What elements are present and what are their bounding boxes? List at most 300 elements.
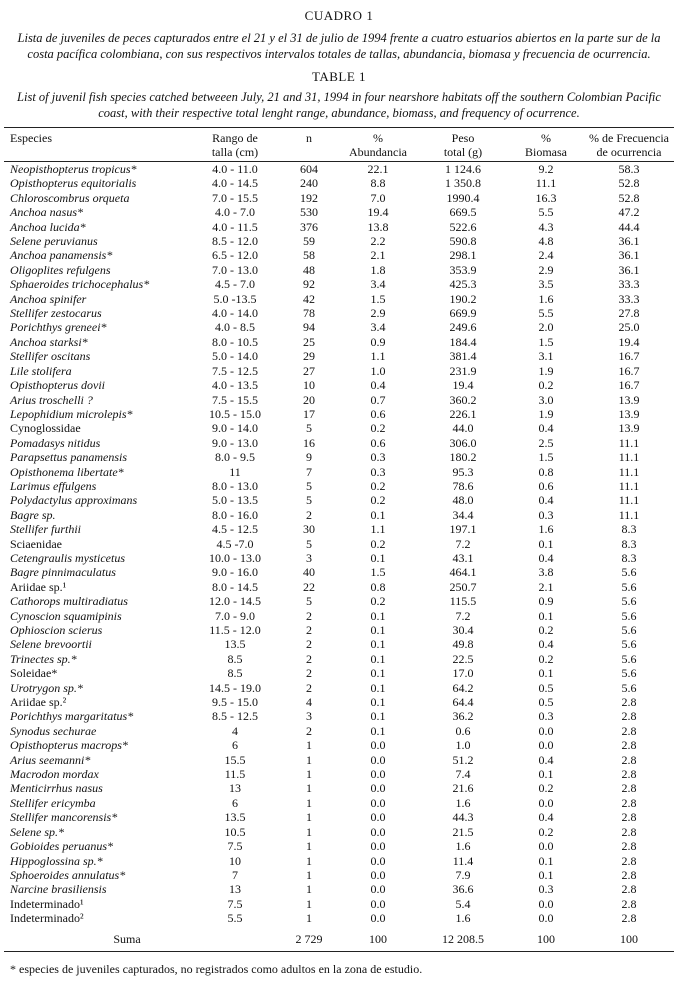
abundance-cell: 7.0 [370, 190, 386, 205]
abundance-cell: 0.8 [370, 579, 386, 594]
frequency-cell: 52.8 [618, 176, 640, 191]
frequency-cell: 2.8 [621, 752, 637, 767]
table-row [4, 738, 674, 752]
weight-cell: 17.0 [452, 666, 474, 681]
species-cell: Lepophidium microlepis* [10, 406, 133, 421]
weight-cell: 64.4 [452, 695, 474, 710]
frequency-cell: 5.6 [621, 680, 637, 695]
biomass-cell: 3.0 [538, 392, 554, 407]
header-n: n [306, 131, 312, 145]
range-cell: 9.0 - 13.0 [212, 435, 258, 450]
abundance-cell: 0.2 [370, 478, 386, 493]
n-cell: 5 [306, 421, 312, 436]
n-cell: 5 [306, 493, 312, 508]
biomass-cell: 2.9 [538, 262, 554, 277]
table-row [4, 162, 674, 177]
weight-cell: 22.5 [452, 651, 474, 666]
table-row [4, 724, 674, 738]
n-cell: 2 [306, 680, 312, 695]
species-cell: Cathorops multiradiatus [10, 594, 128, 609]
abundance-cell: 0.2 [370, 536, 386, 551]
abundance-cell: 0.1 [370, 695, 386, 710]
species-cell: Hippoglossina sp.* [10, 853, 103, 868]
table-row [4, 522, 674, 536]
n-cell: 1 [306, 839, 312, 854]
n-cell: 17 [303, 406, 315, 421]
n-cell: 78 [303, 306, 315, 321]
biomass-cell: 0.0 [538, 896, 554, 911]
weight-cell: 7.4 [455, 767, 471, 782]
table-row [4, 594, 674, 608]
frequency-cell: 13.9 [618, 392, 640, 407]
biomass-cell: 1.9 [538, 363, 554, 378]
table-row [4, 781, 674, 795]
biomass-cell: 5.5 [538, 205, 554, 220]
n-cell: 2 [306, 723, 312, 738]
biomass-cell: 0.2 [538, 623, 554, 637]
weight-cell: 180.2 [449, 450, 477, 465]
weight-cell: 1.6 [455, 839, 471, 854]
range-cell: 15.5 [224, 752, 246, 767]
table-row [4, 839, 674, 853]
species-cell: Ariidae sp.² [10, 695, 67, 710]
frequency-cell: 8.3 [621, 550, 637, 565]
range-cell: 5.0 -13.5 [213, 291, 257, 306]
frequency-cell: 27.8 [618, 306, 640, 321]
biomass-cell: 1.5 [538, 334, 554, 349]
table-row [4, 479, 674, 493]
range-cell: 8.0 - 14.5 [212, 579, 258, 594]
frequency-cell: 2.8 [621, 795, 637, 810]
range-cell: 4.0 - 14.5 [212, 176, 258, 191]
n-cell: 1 [306, 810, 312, 825]
biomass-cell: 0.4 [538, 810, 554, 825]
n-cell: 1 [306, 911, 312, 926]
frequency-cell: 25.0 [618, 320, 640, 335]
biomass-cell: 0.2 [538, 781, 554, 796]
abundance-cell: 3.4 [370, 277, 386, 292]
n-cell: 2 [306, 651, 312, 666]
range-cell: 4.5 -7.0 [216, 536, 254, 551]
sum-biomass: 100 [537, 932, 555, 947]
n-cell: 4 [306, 695, 312, 710]
range-cell: 10.5 - 15.0 [209, 406, 261, 421]
weight-cell: 190.2 [449, 291, 477, 306]
range-cell: 4.0 - 13.5 [212, 378, 258, 393]
biomass-cell: 0.0 [538, 723, 554, 738]
frequency-cell: 16.7 [618, 363, 640, 378]
range-cell: 7 [232, 867, 238, 882]
range-cell: 10.0 - 13.0 [209, 550, 261, 565]
abundance-cell: 0.0 [370, 882, 386, 897]
range-cell: 4 [232, 723, 238, 738]
frequency-cell: 5.6 [621, 579, 637, 594]
n-cell: 40 [303, 565, 315, 580]
weight-cell: 353.9 [449, 262, 477, 277]
frequency-cell: 2.8 [621, 810, 637, 825]
abundance-cell: 0.2 [370, 493, 386, 508]
abundance-cell: 0.2 [370, 594, 386, 609]
biomass-cell: 3.5 [538, 277, 554, 292]
frequency-cell: 11.1 [618, 464, 640, 479]
frequency-cell: 52.8 [618, 190, 640, 205]
weight-cell: 95.3 [452, 464, 474, 479]
table-row [4, 508, 674, 522]
range-cell: 9.0 - 16.0 [212, 565, 258, 580]
abundance-cell: 1.1 [370, 522, 386, 537]
abundance-cell: 0.0 [370, 795, 386, 810]
table-row [4, 609, 674, 623]
frequency-cell: 2.8 [621, 723, 637, 738]
frequency-cell: 44.4 [618, 219, 640, 234]
abundance-cell: 0.0 [370, 752, 386, 767]
abundance-cell: 0.9 [370, 334, 386, 349]
n-cell: 604 [300, 162, 318, 176]
range-cell: 9.0 - 14.0 [212, 421, 258, 436]
biomass-cell: 0.5 [538, 695, 554, 710]
sum-weight: 12 208.5 [442, 932, 484, 947]
frequency-cell: 16.7 [618, 349, 640, 364]
abundance-cell: 0.1 [370, 550, 386, 565]
abundance-cell: 0.0 [370, 767, 386, 782]
weight-cell: 5.4 [455, 896, 471, 911]
table-row [4, 551, 674, 565]
table-row [4, 421, 674, 435]
weight-cell: 115.5 [449, 594, 477, 609]
weight-cell: 7.9 [455, 867, 471, 882]
n-cell: 1 [306, 867, 312, 882]
table-row [4, 868, 674, 882]
weight-cell: 250.7 [449, 579, 477, 594]
table-row [4, 854, 674, 868]
range-cell: 4.0 - 14.0 [212, 306, 258, 321]
frequency-cell: 11.1 [618, 507, 640, 522]
abundance-cell: 0.0 [370, 738, 386, 753]
table-row [4, 767, 674, 781]
weight-cell: 306.0 [449, 435, 477, 450]
frequency-cell: 8.3 [621, 536, 637, 551]
abundance-cell: 0.3 [370, 464, 386, 479]
weight-cell: 590.8 [449, 234, 477, 249]
range-cell: 6.5 - 12.0 [212, 248, 258, 263]
range-cell: 11.5 [224, 767, 246, 782]
frequency-cell: 19.4 [618, 334, 640, 349]
range-cell: 8.0 - 9.5 [215, 450, 255, 465]
species-cell: Larimus effulgens [10, 478, 97, 493]
table-row [4, 393, 674, 407]
species-cell: Arius troschelli ? [10, 392, 93, 407]
frequency-cell: 13.9 [618, 421, 640, 436]
table-row [4, 364, 674, 378]
frequency-cell: 5.6 [621, 651, 637, 666]
abundance-cell: 0.0 [370, 896, 386, 911]
range-cell: 4.0 - 8.5 [215, 320, 255, 335]
biomass-cell: 5.5 [538, 306, 554, 321]
weight-cell: 36.2 [452, 709, 474, 724]
abundance-cell: 3.4 [370, 320, 386, 335]
n-cell: 5 [306, 536, 312, 551]
abundance-cell: 0.1 [370, 723, 386, 738]
abundance-cell: 1.0 [370, 363, 386, 378]
species-cell: Menticirrhus nasus [10, 781, 103, 796]
species-cell: Gobioides peruanus* [10, 839, 113, 854]
weight-cell: 64.2 [452, 680, 474, 695]
species-cell: Selene peruvianus [10, 234, 98, 249]
range-cell: 7.5 - 12.5 [212, 363, 258, 378]
frequency-cell: 2.8 [621, 781, 637, 796]
frequency-cell: 47.2 [618, 205, 640, 220]
species-cell: Anchoa spinifer [10, 291, 87, 306]
species-cell: Soleidae* [10, 666, 58, 681]
n-cell: 1 [306, 853, 312, 868]
biomass-cell: 0.8 [538, 464, 554, 479]
abundance-cell: 0.1 [370, 507, 386, 522]
species-cell: Anchoa panamensis* [10, 248, 113, 263]
header-range: Rango de talla (cm) [211, 131, 259, 159]
abundance-cell: 0.0 [370, 824, 386, 839]
n-cell: 16 [303, 435, 315, 450]
abundance-cell: 0.0 [370, 781, 386, 796]
biomass-cell: 0.4 [538, 493, 554, 508]
n-cell: 2 [306, 608, 312, 623]
biomass-cell: 0.4 [538, 637, 554, 652]
range-cell: 4.0 - 11.5 [212, 219, 258, 234]
header-weight: Peso total (g) [443, 131, 483, 159]
table-row [4, 335, 674, 349]
header-abundance: % Abundancia [349, 131, 407, 159]
table-row [4, 191, 674, 205]
n-cell: 5 [306, 478, 312, 493]
range-cell: 8.5 - 12.5 [212, 709, 258, 724]
weight-cell: 298.1 [449, 248, 477, 263]
weight-cell: 1 124.6 [445, 162, 481, 176]
frequency-cell: 58.3 [618, 162, 640, 176]
weight-cell: 30.4 [452, 623, 474, 637]
n-cell: 2 [306, 637, 312, 652]
table-row [4, 450, 674, 464]
species-cell: Urotrygon sp.* [10, 680, 83, 695]
table-row [4, 349, 674, 363]
frequency-cell: 2.8 [621, 839, 637, 854]
range-cell: 6 [232, 738, 238, 753]
weight-cell: 425.3 [449, 277, 477, 292]
species-cell: Opisthonema libertate* [10, 464, 124, 479]
frequency-cell: 5.6 [621, 623, 637, 637]
table-row [4, 709, 674, 723]
species-cell: Opisthopterus macrops* [10, 738, 128, 753]
species-cell: Trinectes sp.* [10, 651, 77, 666]
abundance-cell: 0.7 [370, 392, 386, 407]
range-cell: 7.5 [227, 896, 243, 911]
weight-cell: 231.9 [449, 363, 477, 378]
n-cell: 48 [303, 262, 315, 277]
biomass-cell: 0.0 [538, 839, 554, 854]
range-cell: 9.5 - 15.0 [212, 695, 258, 710]
frequency-cell: 13.9 [618, 406, 640, 421]
range-cell: 13 [229, 781, 241, 796]
frequency-cell: 5.6 [621, 608, 637, 623]
table-row [4, 695, 674, 709]
species-cell: Neopisthopterus tropicus* [10, 162, 137, 176]
biomass-cell: 0.1 [538, 867, 554, 882]
frequency-cell: 2.8 [621, 911, 637, 926]
range-cell: 11 [229, 464, 241, 479]
table-row [4, 825, 674, 839]
n-cell: 92 [303, 277, 315, 292]
biomass-cell: 0.4 [538, 421, 554, 436]
table-row [4, 277, 674, 291]
weight-cell: 1 350.8 [445, 176, 481, 191]
n-cell: 240 [300, 176, 318, 191]
biomass-cell: 1.6 [538, 522, 554, 537]
frequency-cell: 36.1 [618, 248, 640, 263]
abundance-cell: 0.1 [370, 608, 386, 623]
n-cell: 1 [306, 882, 312, 897]
weight-cell: 669.9 [449, 306, 477, 321]
abundance-cell: 1.1 [370, 349, 386, 364]
biomass-cell: 0.1 [538, 666, 554, 681]
footnote: * especies de juveniles capturados, no registrados como adultos en la zona de estudio. [10, 961, 423, 976]
weight-cell: 21.5 [452, 824, 474, 839]
biomass-cell: 2.4 [538, 248, 554, 263]
abundance-cell: 19.4 [367, 205, 389, 220]
weight-cell: 360.2 [449, 392, 477, 407]
range-cell: 8.0 - 16.0 [212, 507, 258, 522]
biomass-cell: 11.1 [535, 176, 557, 191]
weight-cell: 36.6 [452, 882, 474, 897]
biomass-cell: 0.0 [538, 795, 554, 810]
header-biomass: % Biomasa [525, 131, 567, 159]
n-cell: 1 [306, 824, 312, 839]
table-row [4, 537, 674, 551]
species-table [4, 128, 674, 948]
sum-abundance: 100 [369, 932, 387, 947]
range-cell: 12.0 - 14.5 [209, 594, 261, 609]
abundance-cell: 0.4 [370, 378, 386, 393]
table-row [4, 248, 674, 262]
biomass-cell: 0.4 [538, 752, 554, 767]
species-cell: Selene sp.* [10, 824, 64, 839]
weight-cell: 1.6 [455, 911, 471, 926]
abundance-cell: 1.8 [370, 262, 386, 277]
abundance-cell: 0.0 [370, 867, 386, 882]
species-cell: Stellifer ericymba [10, 795, 96, 810]
table-row [4, 623, 674, 637]
table-row [4, 911, 674, 925]
biomass-cell: 0.3 [538, 709, 554, 724]
table-row [4, 292, 674, 306]
weight-cell: 44.0 [452, 421, 474, 436]
species-cell: Anchoa lucida* [10, 219, 86, 234]
table-row [4, 637, 674, 651]
table-label: TABLE 1 [311, 69, 367, 84]
abundance-cell: 1.5 [370, 565, 386, 580]
table-row [4, 580, 674, 594]
range-cell: 7.0 - 13.0 [212, 262, 258, 277]
weight-cell: 49.8 [452, 637, 474, 652]
table-row [4, 205, 674, 219]
species-cell: Selene brevoortii [10, 637, 92, 652]
weight-cell: 34.4 [452, 507, 474, 522]
biomass-cell: 0.0 [538, 911, 554, 926]
frequency-cell: 11.1 [618, 450, 640, 465]
n-cell: 59 [303, 234, 315, 249]
abundance-cell: 1.5 [370, 291, 386, 306]
abundance-cell: 2.9 [370, 306, 386, 321]
species-cell: Chloroscombrus orqueta [10, 190, 130, 205]
table-row [4, 220, 674, 234]
range-cell: 4.0 - 11.0 [212, 162, 258, 176]
n-cell: 9 [306, 450, 312, 465]
weight-cell: 48.0 [452, 493, 474, 508]
table-row [4, 493, 674, 507]
range-cell: 8.0 - 10.5 [212, 334, 258, 349]
weight-cell: 78.6 [452, 478, 474, 493]
table-row [4, 234, 674, 248]
frequency-cell: 5.6 [621, 666, 637, 681]
biomass-cell: 0.2 [538, 378, 554, 393]
sum-row [4, 926, 674, 948]
n-cell: 3 [306, 709, 312, 724]
species-cell: Cynoglossidae [10, 421, 81, 436]
sum-frequency: 100 [620, 932, 638, 947]
frequency-cell: 2.8 [621, 853, 637, 868]
biomass-cell: 0.2 [538, 651, 554, 666]
weight-cell: 11.4 [452, 853, 474, 868]
abundance-cell: 0.2 [370, 421, 386, 436]
table-row [4, 565, 674, 579]
biomass-cell: 0.5 [538, 680, 554, 695]
frequency-cell: 33.3 [618, 277, 640, 292]
n-cell: 25 [303, 334, 315, 349]
frequency-cell: 11.1 [618, 435, 640, 450]
caption-english: List of juvenil fish species catched betweeen July, 21 and 31, 1994 in four nearshore habitats off the southern Colombian Pacific coast, with their respective total lenght range, abundance, biomass, and frequency of ocurrence. [17, 90, 661, 120]
bottom-rule [4, 951, 674, 952]
range-cell: 8.5 [227, 666, 243, 681]
table-row [4, 465, 674, 479]
weight-cell: 19.4 [452, 378, 474, 393]
biomass-cell: 3.8 [538, 565, 554, 580]
biomass-cell: 0.1 [538, 608, 554, 623]
table-row [4, 436, 674, 450]
table-row [4, 882, 674, 896]
table-row [4, 378, 674, 392]
n-cell: 10 [303, 378, 315, 393]
n-cell: 2 [306, 666, 312, 681]
table-row [4, 753, 674, 767]
range-cell: 4.0 - 7.0 [215, 205, 255, 220]
weight-cell: 43.1 [452, 550, 474, 565]
biomass-cell: 0.3 [538, 507, 554, 522]
biomass-cell: 0.1 [538, 767, 554, 782]
species-cell: Cetengraulis mysticetus [10, 550, 125, 565]
species-cell: Anchoa nasus* [10, 205, 83, 220]
abundance-cell: 0.1 [370, 651, 386, 666]
n-cell: 20 [303, 392, 315, 407]
n-cell: 1 [306, 752, 312, 767]
weight-cell: 522.6 [449, 219, 477, 234]
abundance-cell: 22.1 [367, 162, 389, 176]
species-cell: Bagre sp. [10, 507, 56, 522]
n-cell: 58 [303, 248, 315, 263]
abundance-cell: 0.1 [370, 666, 386, 681]
abundance-cell: 0.0 [370, 911, 386, 926]
species-cell: Stellifer furthii [10, 522, 81, 537]
n-cell: 192 [300, 190, 318, 205]
abundance-cell: 2.2 [370, 234, 386, 249]
frequency-cell: 2.8 [621, 882, 637, 897]
species-cell: Cynoscion squamipinis [10, 608, 122, 623]
